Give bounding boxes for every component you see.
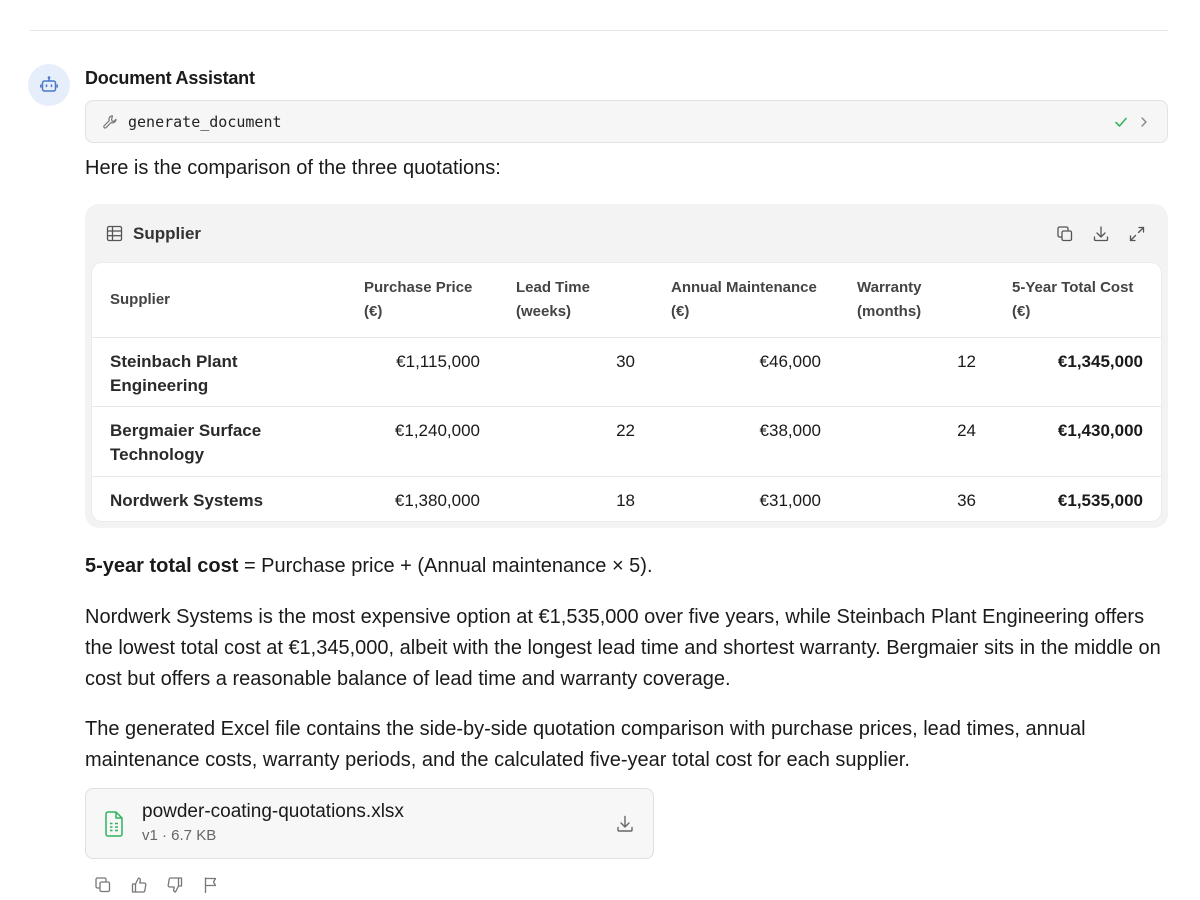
cell-warranty: 36 [839, 476, 994, 521]
flag-icon[interactable] [201, 875, 221, 895]
robot-icon [39, 75, 59, 95]
assistant-name: Document Assistant [85, 68, 255, 88]
thumbs-down-icon[interactable] [165, 875, 185, 895]
file-meta [142, 800, 615, 847]
chevron-right-icon[interactable] [1137, 115, 1151, 129]
cell-purchase-price: €1,380,000 [346, 476, 498, 521]
cell-supplier: Steinbach Plant Engineering [92, 337, 346, 406]
file-name: powder-coating-quotations.xlsx [142, 801, 404, 822]
cell-annual-maintenance: €31,000 [653, 476, 839, 521]
wrench-icon [102, 114, 118, 130]
intro-text: Here is the comparison of the three quotations: [85, 157, 501, 179]
file-description-paragraph: The generated Excel file contains the side-by-side quotation comparison with purchase prices, lead times, annual maintenance costs, warranty periods, and the calculated five-year total cost for each supplier. [85, 718, 1086, 771]
summary-paragraph: Nordwerk Systems is the most expensive option at €1,535,000 over five years, while Steinbach Plant Engineering offers the lowest total cost at €1,345,000, albeit with the longest lead time and shortest warranty. Bergmaier sits in the middle on cost but offers a reasonable balance of lead time and warranty coverage. [85, 606, 1161, 690]
cell-annual-maintenance: €38,000 [653, 406, 839, 476]
cell-lead-time: 18 [498, 476, 653, 521]
check-icon [1113, 114, 1129, 130]
formula-definition: = Purchase price + (Annual maintenance × 5). [238, 555, 653, 577]
tool-call-row[interactable] [85, 100, 1168, 143]
spreadsheet-icon [104, 811, 124, 837]
table-card [85, 204, 1168, 528]
table-icon [106, 225, 123, 242]
col-header-annual-maintenance: Annual Maintenance (€) [671, 278, 817, 320]
col-header-lead-time: Lead Time (weeks) [516, 278, 590, 320]
assistant-message [85, 64, 1168, 895]
col-header-supplier: Supplier [110, 290, 171, 308]
download-icon[interactable] [1091, 224, 1111, 244]
cell-purchase-price: €1,115,000 [346, 337, 498, 406]
expand-icon[interactable] [1127, 224, 1147, 244]
thumbs-up-icon[interactable] [129, 875, 149, 895]
comparison-table [92, 263, 1161, 521]
col-header-purchase-price: Purchase Price (€) [364, 278, 473, 320]
cell-lead-time: 30 [498, 337, 653, 406]
cell-warranty: 24 [839, 406, 994, 476]
download-icon[interactable] [615, 814, 635, 834]
table-row [92, 337, 1161, 406]
cell-supplier: Bergmaier Surface Technology [92, 406, 346, 476]
col-header-total: 5-Year Total Cost (€) [1012, 278, 1134, 320]
table-title: Supplier [133, 223, 202, 243]
top-divider [30, 30, 1168, 31]
cell-annual-maintenance: €46,000 [653, 337, 839, 406]
col-header-warranty: Warranty (months) [857, 278, 922, 320]
assistant-avatar [28, 64, 70, 106]
formula-line [85, 554, 1168, 578]
cell-total: €1,430,000 [994, 406, 1161, 476]
cell-supplier: Nordwerk Systems [92, 476, 346, 521]
table-row [92, 406, 1161, 476]
file-version-size: v1 · 6.7 KB [142, 827, 217, 844]
copy-icon[interactable] [1055, 224, 1075, 244]
formula-term: 5-year total cost [85, 555, 239, 577]
cell-total: €1,535,000 [994, 476, 1161, 521]
copy-icon[interactable] [93, 875, 113, 895]
table-header-row [92, 263, 1161, 337]
file-attachment[interactable] [85, 788, 654, 859]
tool-name: generate_document [128, 112, 282, 131]
table-row [92, 476, 1161, 521]
cell-warranty: 12 [839, 337, 994, 406]
table-card-header [92, 204, 1161, 263]
cell-lead-time: 22 [498, 406, 653, 476]
cell-purchase-price: €1,240,000 [346, 406, 498, 476]
cell-total: €1,345,000 [994, 337, 1161, 406]
message-actions [85, 875, 1168, 895]
